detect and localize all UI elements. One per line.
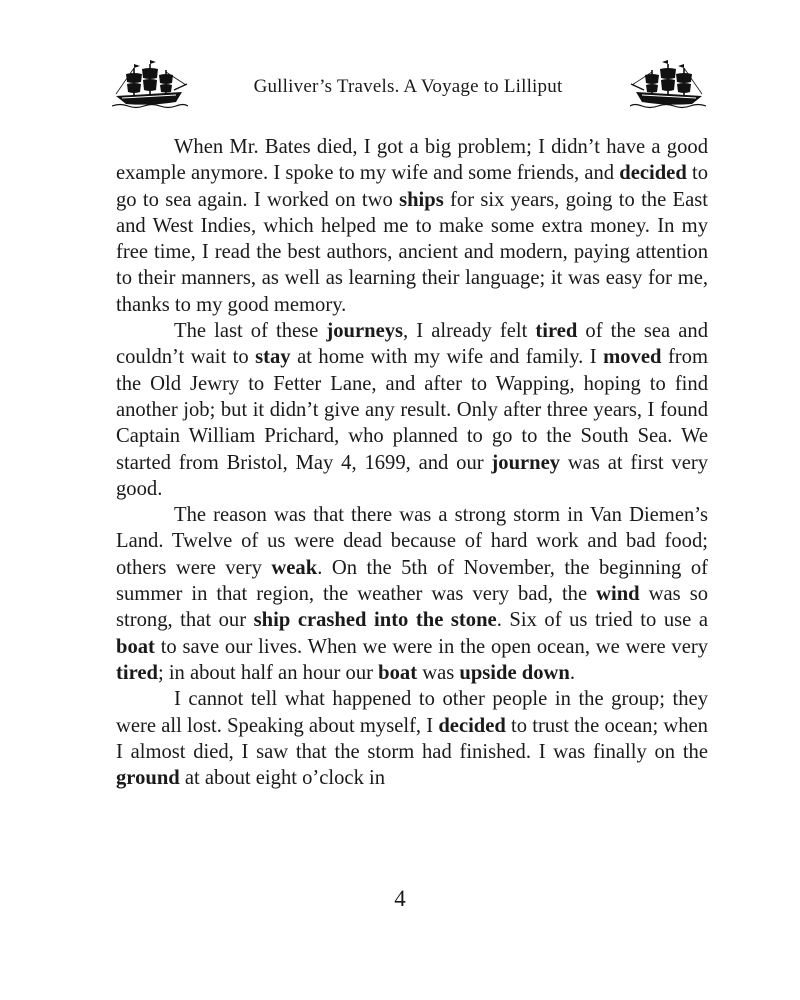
- text-run: The reason was that there was a strong storm in Van Diemen’s Land. Twelve of us were dead because of hard work and bad food; others were very: [116, 504, 708, 579]
- highlighted-word: wind: [596, 583, 640, 606]
- highlighted-word: tired: [116, 661, 158, 684]
- highlighted-word: boat: [116, 635, 155, 658]
- text-run: at home with my wife and family. I: [290, 346, 604, 369]
- body-text: [116, 134, 708, 791]
- page-number: 4: [394, 886, 406, 911]
- highlighted-word: decided: [438, 714, 506, 737]
- text-run: , I already felt: [403, 320, 536, 343]
- highlighted-word: tired: [535, 320, 578, 343]
- text-run: at about eight o’clock in: [179, 767, 386, 790]
- highlighted-word: journey: [491, 451, 561, 474]
- paragraph: [116, 686, 708, 791]
- text-run: When Mr. Bates died, I got a big problem; I didn’t have a good example anymore. I spoke to my wife and some friends, and: [116, 136, 708, 185]
- text-run: of the sea and couldn’t wait to: [116, 320, 709, 369]
- text-run: to save our lives. When we were in the open ocean, we were very: [154, 635, 708, 658]
- text-run: for six years, going to the East and West Indies, which helped me to make some extra money. In my free time, I read the best authors, ancient and modern, paying attention to their manners, as well as learning their language; it was easy for me, thanks to my good memory.: [116, 188, 708, 316]
- text-run: ; in about half an hour our: [157, 661, 379, 684]
- highlighted-word: weak: [271, 556, 318, 579]
- highlighted-word: boat: [378, 661, 418, 684]
- text-run: to trust the ocean; when I almost died, I saw that the storm had finished. I was finally on the: [116, 714, 708, 763]
- sailing-ship-icon: [630, 60, 706, 110]
- text-run: from the Old Jewry to Fetter Lane, and after to Wapping, hoping to find another job; but it didn’t give any result. Only after three years, I found Captain William Prichard, who planned to go to the South Sea. We started from Bristol, May 4, 1699, and our: [116, 346, 708, 474]
- running-title: Gulliver’s Travels. A Voyage to Lilliput: [253, 76, 563, 97]
- highlighted-word: stay: [255, 346, 291, 369]
- highlighted-word: upside down: [459, 661, 570, 684]
- text-run: The last of these: [174, 320, 327, 343]
- highlighted-word: journeys: [326, 320, 404, 343]
- text-run: was: [417, 661, 460, 684]
- highlighted-word: moved: [603, 346, 662, 369]
- paragraph: [116, 502, 708, 686]
- paragraph: [116, 134, 708, 318]
- highlighted-word: ground: [116, 767, 180, 790]
- text-run: .: [569, 661, 575, 684]
- text-run: . On the 5th of November, the beginning of summer in that region, the weather was very bad, the: [116, 556, 708, 606]
- highlighted-word: ships: [399, 188, 444, 211]
- page-header: [108, 60, 708, 112]
- highlighted-word: decided: [619, 162, 687, 185]
- text-run: I cannot tell what happened to other people in the group; they were all lost. Speaking about myself, I: [116, 688, 708, 737]
- paragraph: [116, 318, 708, 502]
- text-run: to go to sea again. I worked on two: [116, 162, 709, 211]
- text-run: was so strong, that our: [116, 583, 709, 632]
- highlighted-word: ship crashed into the stone: [253, 609, 497, 632]
- text-run: . Six of us tried to use a: [496, 609, 708, 632]
- text-run: was at first very good.: [116, 451, 708, 500]
